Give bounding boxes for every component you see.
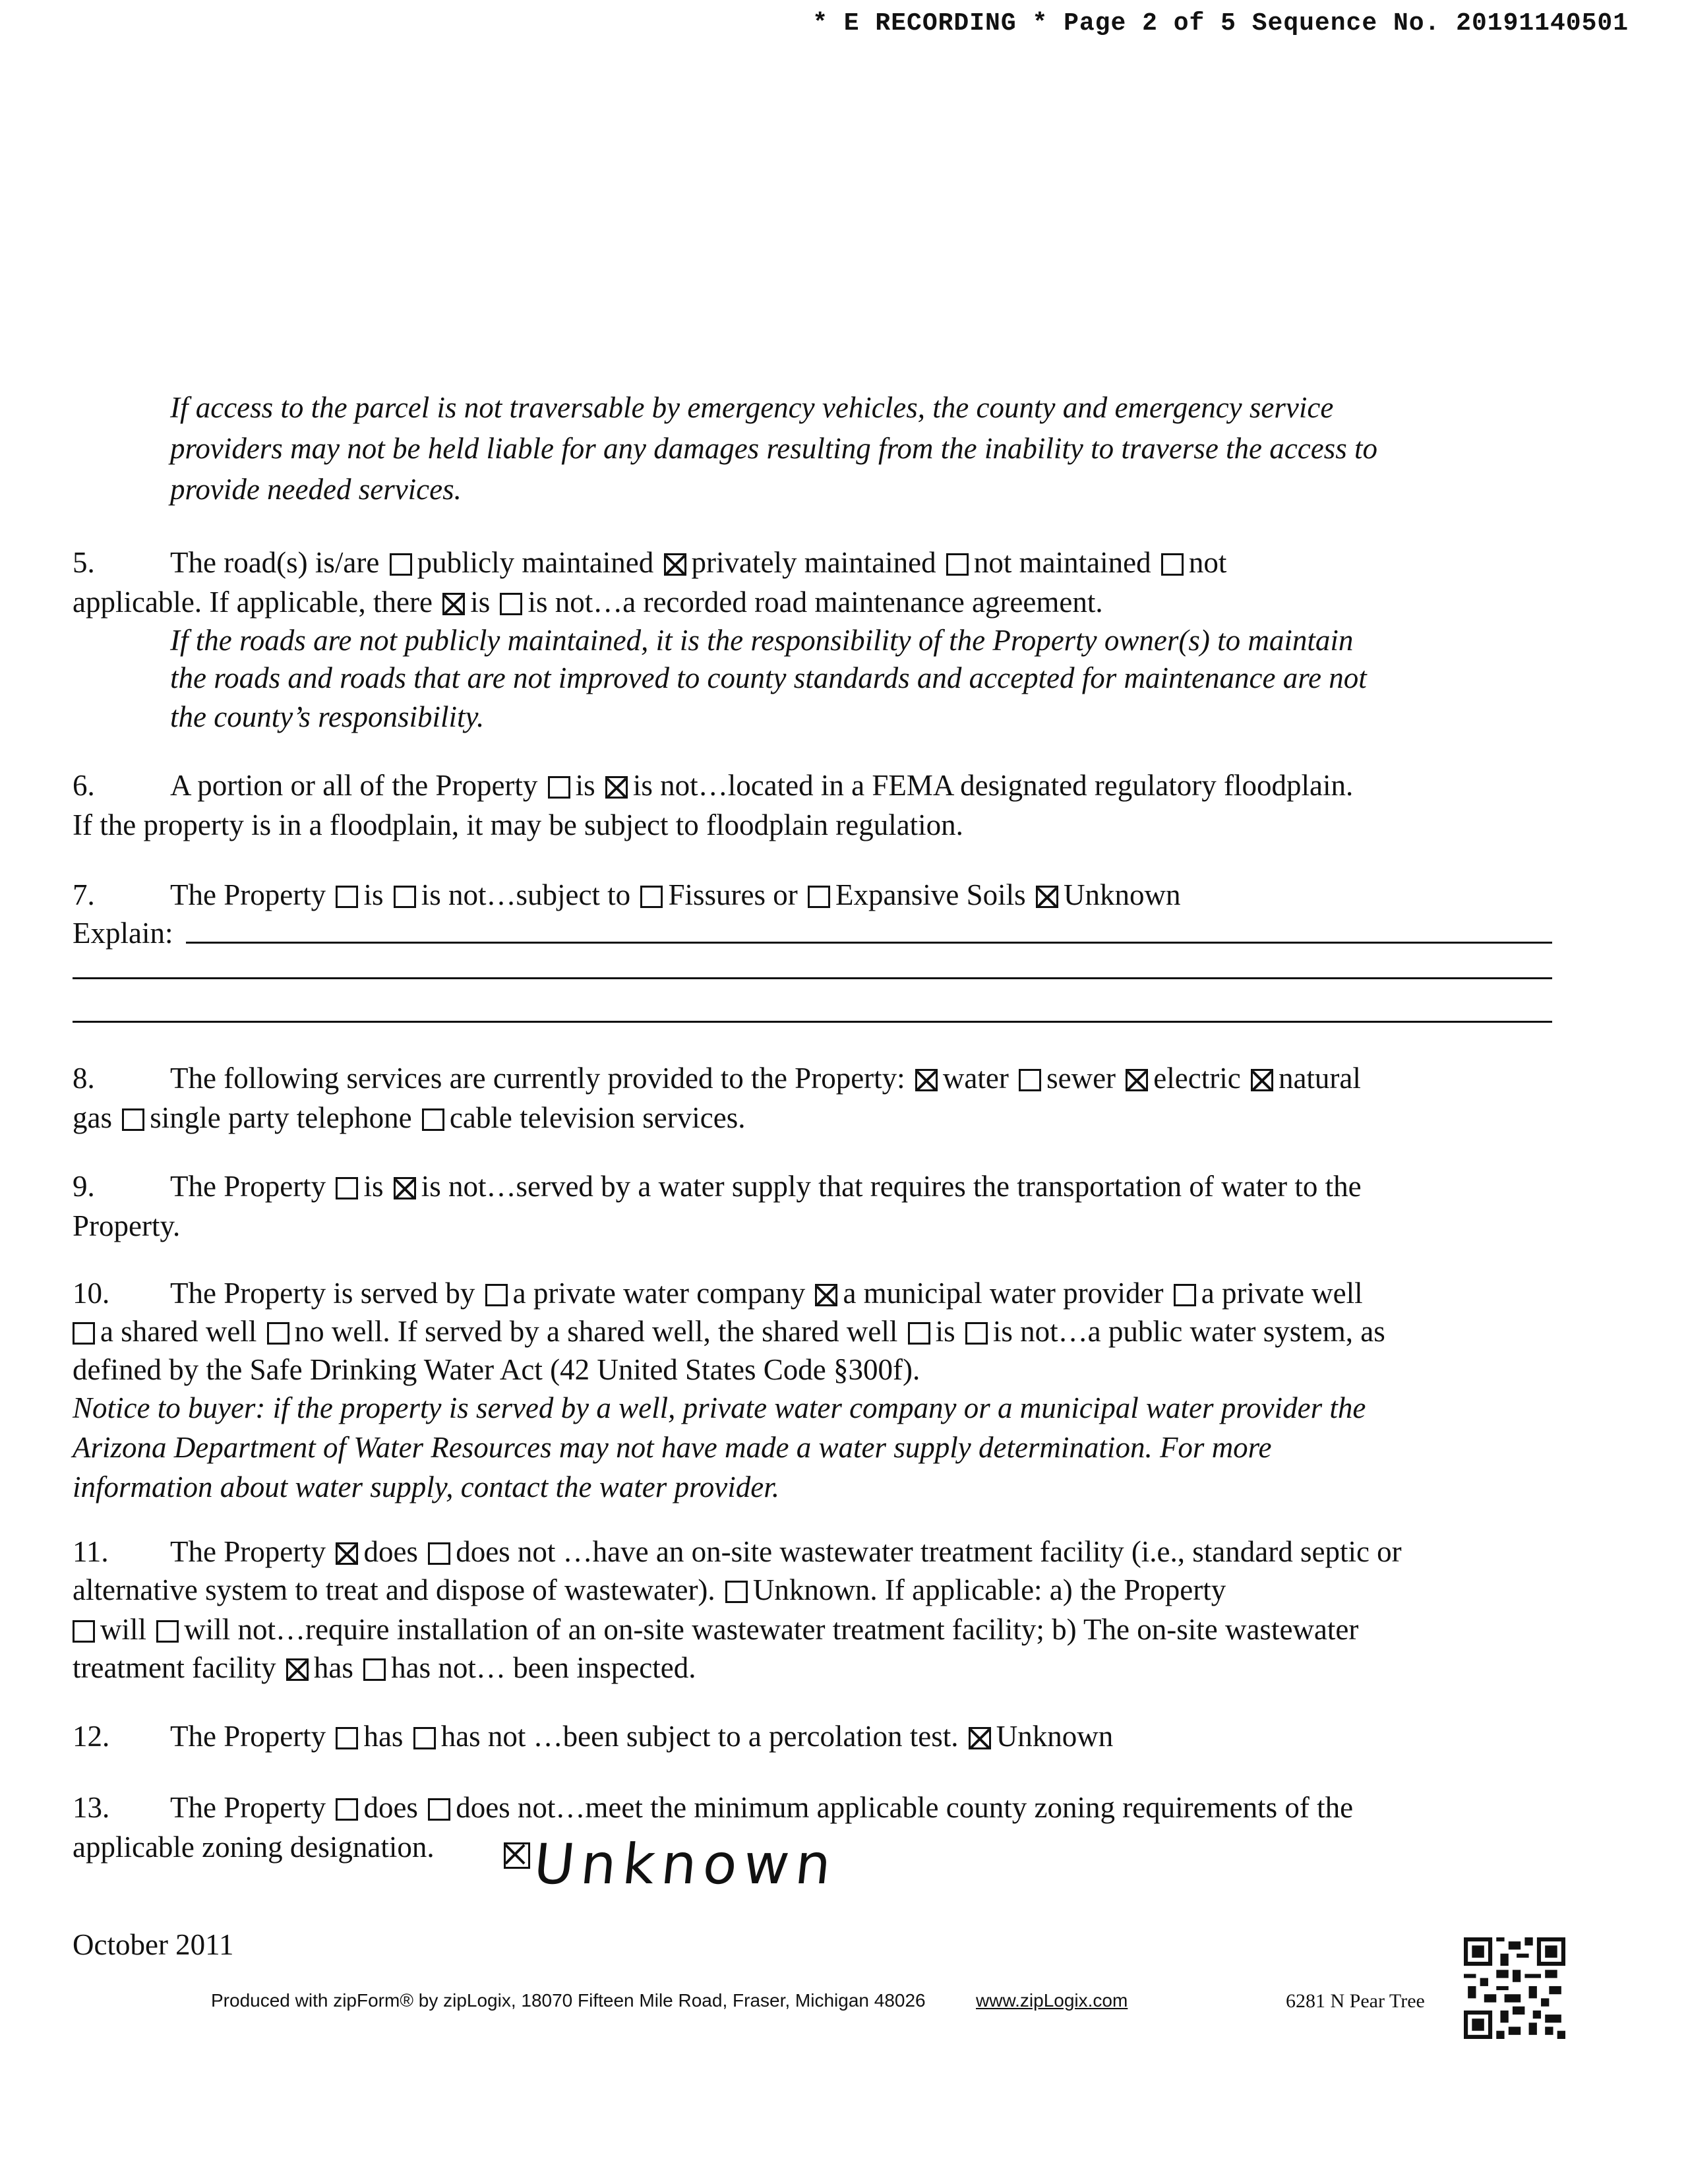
label: a shared well bbox=[100, 1315, 257, 1348]
label: has bbox=[363, 1720, 404, 1753]
checkbox-natural-gas[interactable] bbox=[1251, 1069, 1273, 1091]
explain-line-2[interactable] bbox=[73, 977, 1552, 979]
item-8-line-1 bbox=[73, 1058, 1361, 1099]
label: will not…require installation of an on-site wastewater treatment facility; b) The on-site wastewater bbox=[184, 1613, 1359, 1646]
item-11-line-1 bbox=[73, 1531, 1402, 1572]
label: treatment facility bbox=[73, 1651, 276, 1684]
checkbox-floodplain-is[interactable] bbox=[548, 776, 570, 799]
item-11-line-2 bbox=[73, 1569, 1226, 1610]
item-5-line-2 bbox=[73, 582, 1103, 622]
checkbox-zoning-does[interactable] bbox=[336, 1798, 358, 1821]
checkbox-expansive-soils[interactable] bbox=[808, 886, 830, 908]
item-7-line-1 bbox=[73, 874, 1180, 915]
item-10-line-1 bbox=[73, 1273, 1363, 1314]
label: cable television services. bbox=[449, 1101, 746, 1134]
label: water bbox=[942, 1062, 1009, 1095]
checkbox-agreement-is[interactable] bbox=[442, 593, 465, 615]
item-8-line-2 bbox=[73, 1097, 745, 1138]
item-number: 7. bbox=[73, 878, 95, 911]
label: has not …been subject to a percolation test. bbox=[440, 1720, 959, 1753]
item-10-notice-3: information about water supply, contact the water provider. bbox=[73, 1471, 780, 1503]
label: a private well bbox=[1201, 1277, 1363, 1310]
item-6-line-1 bbox=[73, 765, 1353, 806]
checkbox-perc-has-not[interactable] bbox=[413, 1727, 436, 1749]
checkbox-facility-does-not[interactable] bbox=[428, 1542, 450, 1565]
item-number: 10. bbox=[73, 1277, 110, 1310]
checkbox-zoning-unknown[interactable] bbox=[501, 1842, 535, 1869]
handwritten-unknown: Unknown bbox=[530, 1832, 841, 1896]
checkbox-zoning-does-not[interactable] bbox=[428, 1798, 450, 1821]
checkbox-private-well[interactable] bbox=[1174, 1284, 1196, 1306]
item-11-line-4 bbox=[73, 1647, 696, 1688]
label: does not …have an on-site wastewater treatment facility (i.e., standard septic or bbox=[456, 1535, 1402, 1568]
checkbox-subject-is[interactable] bbox=[336, 886, 358, 908]
checkbox-privately-maintained[interactable] bbox=[664, 553, 686, 576]
label: Expansive Soils bbox=[835, 878, 1026, 911]
recording-header: * E RECORDING * Page 2 of 5 Sequence No. 20191140501 bbox=[812, 9, 1629, 38]
checkbox-telephone[interactable] bbox=[122, 1108, 144, 1131]
label: The Property bbox=[170, 878, 326, 911]
ziplogix-link[interactable]: www.zipLogix.com bbox=[976, 1990, 1128, 2011]
item-number: 13. bbox=[73, 1791, 110, 1824]
item-9-line-1 bbox=[73, 1166, 1362, 1207]
label: not bbox=[1188, 546, 1227, 579]
checkbox-perc-has[interactable] bbox=[336, 1727, 358, 1749]
item-number: 11. bbox=[73, 1535, 109, 1568]
checkbox-will-not[interactable] bbox=[156, 1620, 179, 1643]
checkbox-facility-unknown[interactable] bbox=[725, 1581, 748, 1603]
checkbox-transport-is[interactable] bbox=[336, 1177, 358, 1199]
checkbox-no-well[interactable] bbox=[267, 1322, 289, 1345]
checkbox-box bbox=[504, 1842, 530, 1869]
label: natural bbox=[1278, 1062, 1361, 1095]
checkbox-electric[interactable] bbox=[1126, 1069, 1148, 1091]
form-date: October 2011 bbox=[73, 1928, 234, 1961]
checkbox-facility-does[interactable] bbox=[336, 1542, 358, 1565]
label: The Property is served by bbox=[170, 1277, 475, 1310]
label: electric bbox=[1153, 1062, 1241, 1095]
checkbox-municipal-water[interactable] bbox=[815, 1284, 837, 1306]
checkbox-not-applicable[interactable] bbox=[1161, 553, 1184, 576]
item-10-line-2 bbox=[70, 1311, 1385, 1352]
explain-line-1[interactable] bbox=[186, 942, 1552, 944]
label: privately maintained bbox=[691, 546, 936, 579]
label: publicly maintained bbox=[417, 546, 654, 579]
label: is not…subject to bbox=[421, 878, 631, 911]
item-number: 5. bbox=[73, 546, 95, 579]
label: has bbox=[313, 1651, 353, 1684]
checkbox-transport-is-not[interactable] bbox=[394, 1177, 416, 1199]
property-address: 6281 N Pear Tree bbox=[1286, 1990, 1425, 2012]
explain-label: Explain: bbox=[73, 917, 173, 950]
checkbox-will[interactable] bbox=[73, 1620, 95, 1643]
label: does bbox=[363, 1791, 418, 1824]
checkbox-private-water-company[interactable] bbox=[485, 1284, 508, 1306]
label: Unknown bbox=[996, 1720, 1114, 1753]
label: Unknown. If applicable: a) the Property bbox=[752, 1573, 1226, 1606]
checkbox-agreement-is-not[interactable] bbox=[500, 593, 522, 615]
label: does not…meet the minimum applicable county zoning requirements of the bbox=[456, 1791, 1354, 1824]
item-11-line-3 bbox=[70, 1609, 1358, 1650]
label: is bbox=[935, 1315, 955, 1348]
label: applicable. If applicable, there bbox=[73, 586, 433, 619]
item-10-line-3: defined by the Safe Drinking Water Act (42 United States Code §300f). bbox=[73, 1353, 920, 1386]
label: The Property bbox=[170, 1720, 326, 1753]
access-notice-line-1: If access to the parcel is not traversable by emergency vehicles, the county and emergency service bbox=[170, 391, 1334, 424]
item-number: 8. bbox=[73, 1062, 95, 1095]
checkbox-unknown[interactable] bbox=[1036, 886, 1058, 908]
item-12-line-1 bbox=[73, 1716, 1113, 1757]
item-10-notice-1: Notice to buyer: if the property is served by a well, private water company or a municipal water provider the bbox=[73, 1391, 1366, 1424]
item-number: 9. bbox=[73, 1170, 95, 1203]
checkbox-public-system-is[interactable] bbox=[908, 1322, 930, 1345]
checkbox-inspected-has[interactable] bbox=[286, 1658, 309, 1681]
label: is bbox=[363, 878, 384, 911]
checkbox-cable-tv[interactable] bbox=[422, 1108, 444, 1131]
checkbox-perc-unknown[interactable] bbox=[969, 1727, 991, 1749]
label: is not…a recorded road maintenance agreement. bbox=[528, 586, 1103, 619]
label: no well. If served by a shared well, the shared well bbox=[294, 1315, 898, 1348]
item-number: 12. bbox=[73, 1720, 110, 1753]
label: does bbox=[363, 1535, 418, 1568]
label: is not…located in a FEMA designated regulatory floodplain. bbox=[632, 769, 1354, 802]
produced-by: Produced with zipForm® by zipLogix, 18070 Fifteen Mile Road, Fraser, Michigan 48026 bbox=[211, 1990, 926, 2011]
item-10-notice-2: Arizona Department of Water Resources may not have made a water supply determination. For more bbox=[73, 1431, 1272, 1464]
item-9-line-2: Property. bbox=[73, 1209, 181, 1242]
label: The road(s) is/are bbox=[170, 546, 380, 579]
checkbox-shared-well[interactable] bbox=[73, 1322, 95, 1345]
item-5-line-1 bbox=[73, 542, 1226, 583]
label: A portion or all of the Property bbox=[170, 769, 538, 802]
item-6-line-2: If the property is in a floodplain, it may be subject to floodplain regulation. bbox=[73, 808, 963, 841]
label: has not… been inspected. bbox=[391, 1651, 696, 1684]
label: The following services are currently provided to the Property: bbox=[170, 1062, 905, 1095]
explain-line-3[interactable] bbox=[73, 1021, 1552, 1023]
item-13-line-1 bbox=[73, 1787, 1353, 1828]
label: a municipal water provider bbox=[843, 1277, 1164, 1310]
label: sewer bbox=[1046, 1062, 1116, 1095]
label: a private water company bbox=[512, 1277, 806, 1310]
checkbox-inspected-has-not[interactable] bbox=[363, 1658, 386, 1681]
label: not maintained bbox=[973, 546, 1151, 579]
label: is not…a public water system, as bbox=[992, 1315, 1385, 1348]
label: alternative system to treat and dispose of wastewater). bbox=[73, 1573, 715, 1606]
access-notice-line-3: provide needed services. bbox=[170, 473, 462, 506]
checkbox-public-system-is-not[interactable] bbox=[965, 1322, 988, 1345]
label: is not…served by a water supply that requires the transportation of water to the bbox=[421, 1170, 1362, 1203]
item-5-notice-3: the county’s responsibility. bbox=[170, 700, 485, 733]
label: is bbox=[470, 586, 491, 619]
checkbox-floodplain-is-not[interactable] bbox=[605, 776, 628, 799]
label: The Property bbox=[170, 1791, 326, 1824]
label: will bbox=[100, 1613, 147, 1646]
item-5-notice-2: the roads and roads that are not improved to county standards and accepted for maintenance are not bbox=[170, 661, 1367, 694]
checkbox-water[interactable] bbox=[915, 1069, 938, 1091]
label: is bbox=[575, 769, 595, 802]
label: single party telephone bbox=[150, 1101, 412, 1134]
label: is bbox=[363, 1170, 384, 1203]
item-5-notice-1: If the roads are not publicly maintained, it is the responsibility of the Property owner(s) to maintain bbox=[170, 624, 1354, 657]
access-notice-line-2: providers may not be held liable for any damages resulting from the inability to traverse the access to bbox=[170, 432, 1377, 465]
label: Fissures or bbox=[668, 878, 798, 911]
label: gas bbox=[73, 1101, 112, 1134]
label: The Property bbox=[170, 1535, 326, 1568]
label: Unknown bbox=[1063, 878, 1181, 911]
qr-code-icon bbox=[1464, 1937, 1565, 2039]
checkbox-fissures[interactable] bbox=[640, 886, 663, 908]
checkbox-subject-is-not[interactable] bbox=[394, 886, 416, 908]
label: The Property bbox=[170, 1170, 326, 1203]
item-number: 6. bbox=[73, 769, 95, 802]
checkbox-publicly-maintained[interactable] bbox=[390, 553, 412, 576]
item-13-line-2: applicable zoning designation. bbox=[73, 1831, 435, 1864]
checkbox-not-maintained[interactable] bbox=[946, 553, 969, 576]
checkbox-sewer[interactable] bbox=[1019, 1069, 1041, 1091]
